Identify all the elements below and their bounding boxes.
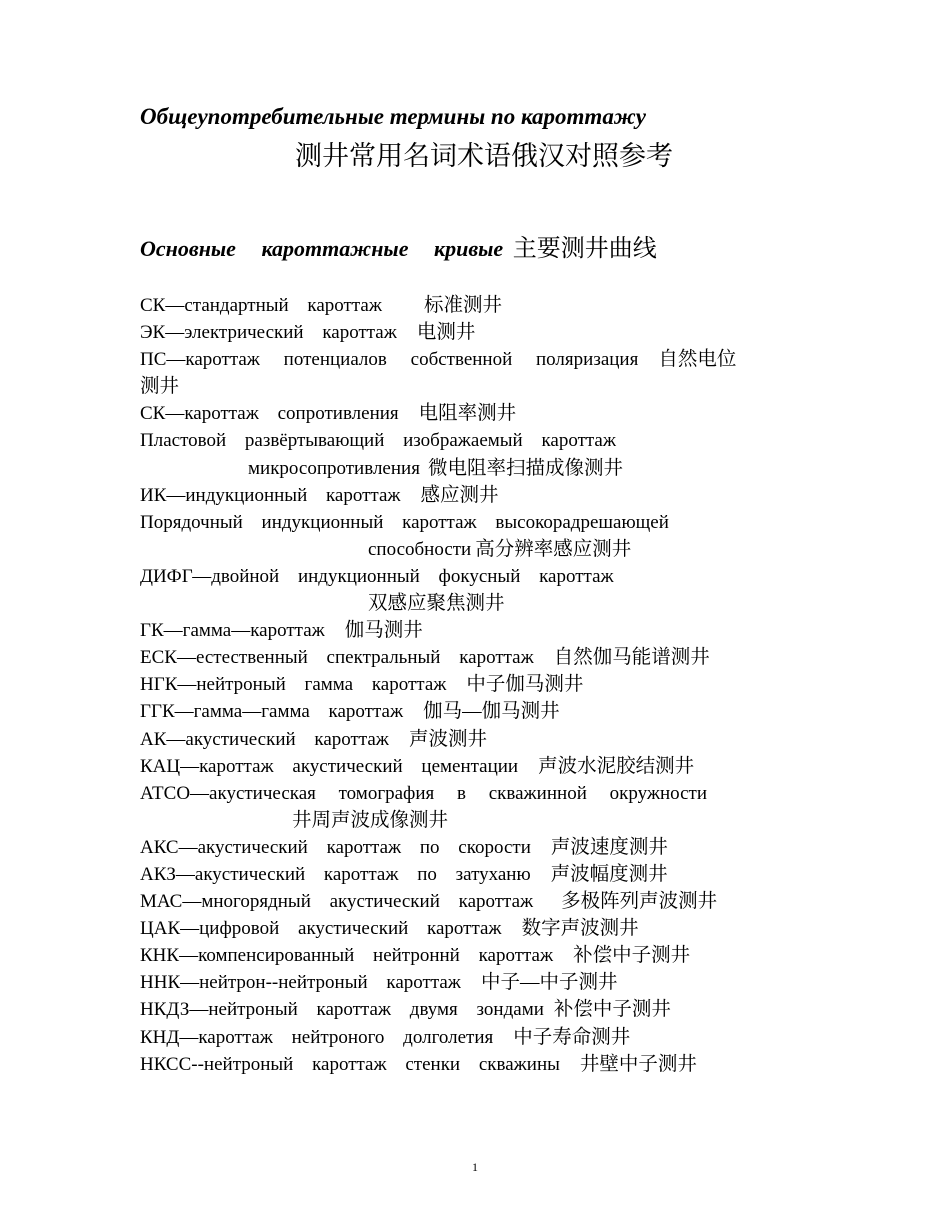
term-line: ННК—нейтрон--нейтроный кароттаж 中子—中子测井 bbox=[140, 972, 618, 994]
terms-list bbox=[140, 292, 820, 1078]
term-line: НКСС--нейтроный кароттаж стенки скважины 井壁中子测井 bbox=[140, 1053, 697, 1075]
term-line: СК—стандартный кароттаж 标准测井 bbox=[140, 295, 502, 316]
term-line: НГК—нейтроный гамма кароттаж 中子伽马测井 bbox=[140, 674, 584, 696]
section-heading-chinese: 主要测井曲线 bbox=[512, 236, 657, 262]
section-heading bbox=[140, 228, 740, 263]
term-line: Порядочный индукционный кароттаж высокорадрешающей bbox=[140, 511, 669, 533]
term-line: ИК—индукционный кароттаж 感应测井 bbox=[140, 484, 499, 506]
term-line: 井周声波成像测井 bbox=[292, 809, 449, 831]
term-line: способности 高分辨率感应测井 bbox=[368, 538, 632, 560]
term-line: НКДЗ—нейтроный кароттаж двумя зондами 补偿中子测井 bbox=[140, 999, 671, 1021]
term-line: ЦАК—цифровой акустический кароттаж 数字声波测井 bbox=[140, 918, 639, 940]
page-number: 1 bbox=[472, 1160, 478, 1174]
term-line: СК—кароттаж сопротивления 电阻率测井 bbox=[140, 403, 517, 425]
term-line: ДИФГ—двойной индукционный фокусный кароттаж bbox=[140, 565, 614, 587]
term-line: АТСО—акустическая томография в скважинной окружности bbox=[140, 782, 708, 804]
term-line: микросопротивления 微电阻率扫描成像测井 bbox=[248, 457, 623, 479]
term-line: ГГК—гамма—гамма кароттаж 伽马—伽马测井 bbox=[140, 701, 560, 723]
term-line: ПС—кароттаж потенциалов собственной поляризация 自然电位 bbox=[140, 349, 737, 371]
term-line: ЭК—электрический кароттаж 电测井 bbox=[140, 322, 476, 344]
term-line: Пластовой развёртывающий изображаемый кароттаж bbox=[140, 430, 616, 452]
term-line: КАЦ—кароттаж акустический цементации 声波水泥胶结测井 bbox=[140, 755, 695, 777]
term-line: 测井 bbox=[140, 376, 180, 398]
document-title-russian: Общеупотребительные термины по кароттажу bbox=[140, 104, 646, 129]
term-line: 双感应聚焦测井 bbox=[368, 593, 505, 615]
document-title-chinese: 测井常用名词术语俄汉对照参考 bbox=[295, 141, 673, 171]
term-line: МАС—многорядный акустический кароттаж 多极阵列声波测井 bbox=[140, 891, 718, 913]
term-line: АК—акустический кароттаж 声波测井 bbox=[140, 728, 487, 750]
term-line: ЕСК—естественный спектральный кароттаж 自然伽马能谱测井 bbox=[140, 647, 710, 669]
term-line: АКЗ—акустический кароттаж по затуханю 声波幅度测井 bbox=[140, 863, 668, 885]
term-line: КНД—кароттаж нейтроного долголетия 中子寿命测井 bbox=[140, 1026, 631, 1048]
term-line: АКС—акустический кароттаж по скорости 声波速度测井 bbox=[140, 836, 668, 858]
section-heading-russian: Основные кароттажные кривые bbox=[140, 236, 504, 261]
term-line: КНК—компенсированный нейтроннй кароттаж 补偿中子测井 bbox=[140, 945, 691, 967]
term-line: ГК—гамма—кароттаж 伽马测井 bbox=[140, 620, 423, 642]
